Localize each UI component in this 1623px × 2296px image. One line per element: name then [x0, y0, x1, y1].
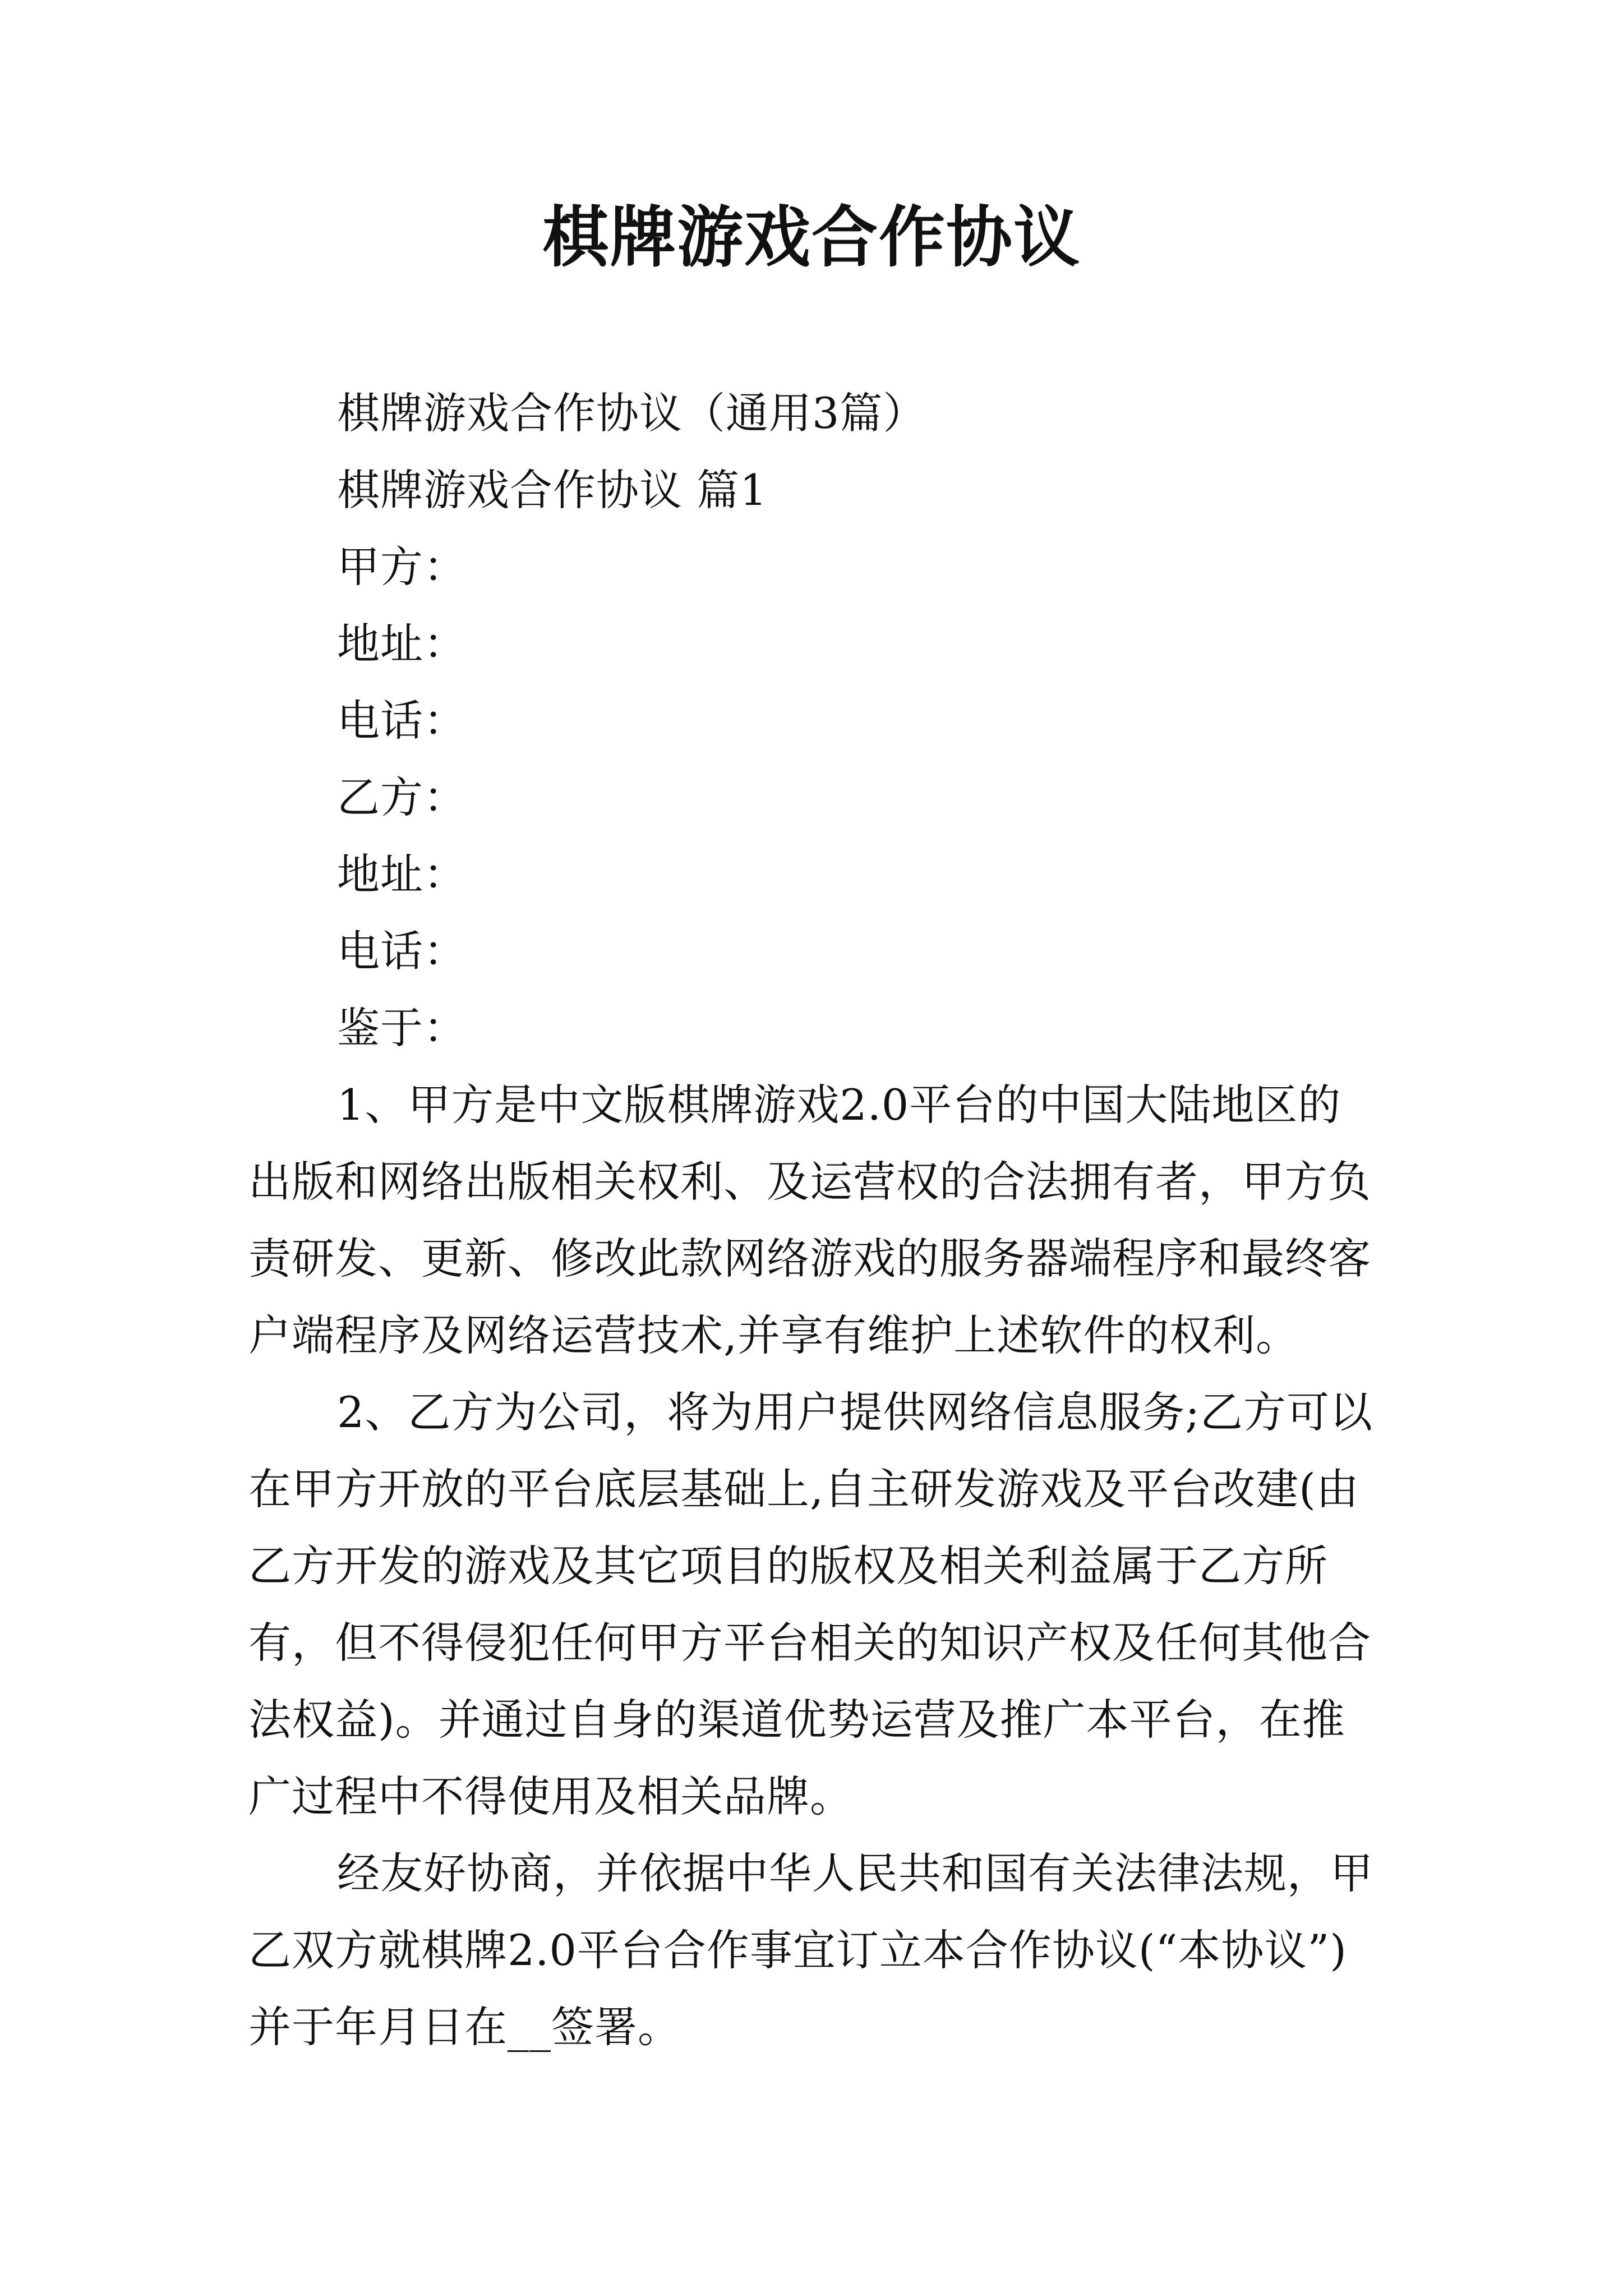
text-line: 并于年月日在__签署。 [248, 2002, 681, 2052]
document-title: 棋牌游戏合作协议 [542, 198, 1081, 276]
text-line: 责研发、更新、修改此款网络游戏的服务器端程序和最终客 [248, 1234, 1371, 1283]
text-line: 法权益)。并通过自身的渠道优势运营及推广本平台，在推 [248, 1695, 1345, 1745]
text-line: 地址： [337, 849, 467, 899]
document-body [248, 375, 1443, 2065]
text-line: 有，但不得侵犯任何甲方平台相关的知识产权及任何其他合 [248, 1618, 1371, 1668]
text-line: 乙双方就棋牌2.0平台合作事宜订立本合作协议(“本协议”) [248, 1925, 1347, 1975]
text-line: 地址： [337, 619, 467, 669]
text-line: 乙方： [337, 772, 467, 822]
text-line: 出版和网络出版相关权利、及运营权的合法拥有者，甲方负 [248, 1157, 1371, 1207]
text-line: 1、甲方是中文版棋牌游戏2.0平台的中国大陆地区的 [337, 1080, 1341, 1130]
text-line: 棋牌游戏合作协议 篇1 [337, 465, 768, 515]
text-line: 经友好协商，并依据中华人民共和国有关法律法规，甲 [337, 1848, 1373, 1898]
text-line: 2、乙方为公司，将为用户提供网络信息服务;乙方可以 [337, 1387, 1373, 1437]
text-line: 鉴于： [337, 1003, 467, 1053]
text-line: 甲方： [337, 542, 467, 592]
text-line: 乙方开发的游戏及其它项目的版权及相关利益属于乙方所 [248, 1541, 1328, 1591]
text-line: 在甲方开放的平台底层基础上,自主研发游戏及平台改建(由 [248, 1464, 1359, 1514]
text-line: 电话： [337, 926, 467, 976]
text-line: 棋牌游戏合作协议（通用3篇） [337, 388, 926, 438]
text-line: 电话： [337, 696, 467, 746]
text-line: 户端程序及网络运营技术,并享有维护上述软件的权利。 [248, 1310, 1299, 1360]
text-line: 广过程中不得使用及相关品牌。 [248, 1772, 853, 1821]
